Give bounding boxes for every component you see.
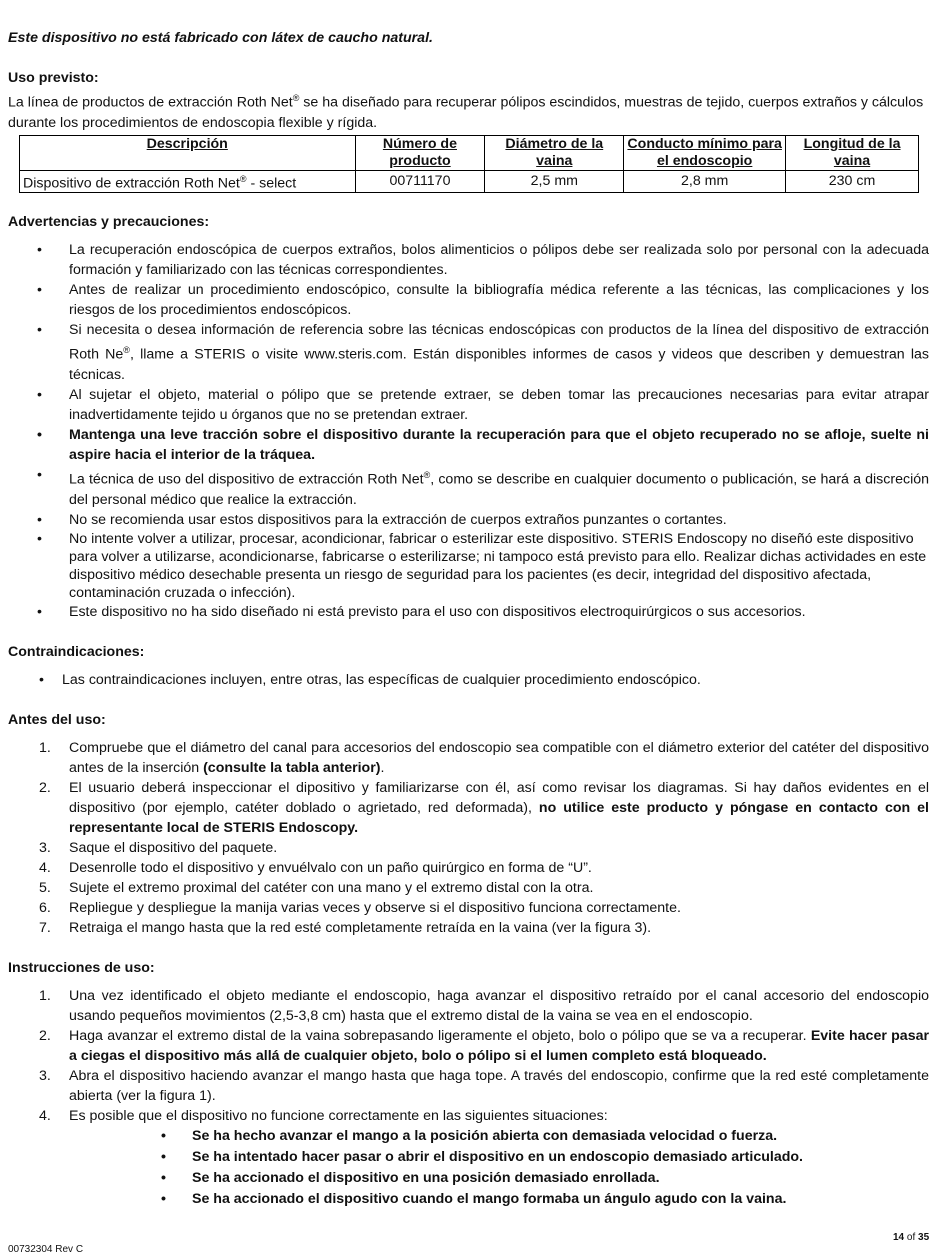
table-header: Diámetro de la vaina [485,135,624,170]
list-item: 4. Es posible que el dispositivo no funcione correctamente en las siguientes situaciones: • Se ha hecho avanzar el mango a la posición abierta con demasiada velocidad o fuerza. • Se ha intentado hacer pasar o abrir el dispositivo en un endoscopio demasiado articulado. • Se ha accionado el dispositivo en una posición demasiado enrollada. • Se ha accionado el dispositivo cuando el mango formaba un ángulo agudo con la vaina. [8,1106,929,1209]
warnings-list [8,240,929,621]
latex-note: Este dispositivo no está fabricado con látex de caucho natural. [8,30,433,46]
sub-list [69,1126,929,1209]
before-use-heading: Antes del uso: [8,711,106,728]
list-item: • No intente volver a utilizar, procesar, acondicionar, fabricar o esterilizar este dispositivo. STERIS Endoscopy no diseñó este dispositivo para volver a utilizarse, acondicionarse, fabricarse o esterilizarse; ni tampoco está previsto para ello. Realizar dichas actividades en este dispositivo médico desechable presenta un riesgo de seguridad para los pacientes (es decir, integridad del dispositivo afectada, contaminación cruzada o infección). [8,530,929,602]
table-header: Número de producto [355,135,485,170]
table-cell-sheath-diameter: 2,5 mm [485,170,624,193]
list-item: 1. Compruebe que el diámetro del canal para accesorios del endoscopio sea compatible con el diámetro exterior del catéter del dispositivo antes de la inserción (consulte la tabla anterior). [39,739,929,776]
list-item: 6. Repliegue y despliegue la manija varias veces y observe si el dispositivo funciona correctamente. [39,899,681,916]
sub-list-item: • Se ha intentado hacer pasar o abrir el dispositivo en un endoscopio demasiado articulado. [69,1147,929,1167]
list-item: • Al sujetar el objeto, material o pólipo que se pretende extraer, se deben tomar las precauciones necesarias para evitar atrapar inadvertidamente tejido u órganos que no se pretendan extraer. [8,385,929,425]
table-cell-min-channel: 2,8 mm [624,170,786,193]
sub-list-item: • Se ha accionado el dispositivo cuando el mango formaba un ángulo agudo con la vaina. [69,1189,929,1209]
list-item: 2. Haga avanzar el extremo distal de la vaina sobrepasando ligeramente el objeto, bolo o pólipo que se va a recuperar. Evite hacer pasar a ciegas el dispositivo más allá de cualquier objeto, bolo o pólipo si el lumen completo está bloqueado. [39,1027,929,1064]
intended-use-text: La línea de productos de extracción Roth Net® se ha diseñado para recuperar pólipos escindidos, muestras de tejido, cuerpos extraños y cálculos durante los procedimientos de endoscopia flexible y rígida. [8,93,924,131]
sub-list-item: • Se ha hecho avanzar el mango a la posición abierta con demasiada velocidad o fuerza. [69,1126,929,1146]
list-item: 2. El usuario deberá inspeccionar el dipositivo y familiarizarse con él, así como revisar los diagramas. Si hay daños evidentes en el dispositivo (por ejemplo, catéter doblado o agrietado, red deformada), no utilice este producto y póngase en contacto con el representante local de STERIS Endoscopy. [39,779,929,836]
contraindications-list [8,670,929,690]
doc-number: 00732304 Rev C [8,1244,84,1255]
list-item: 3. Abra el dispositivo haciendo avanzar el mango hasta que haga tope. A través del endoscopio, confirme que la red esté completamente abierta (ver la figura 1). [39,1067,929,1104]
list-item: • Si necesita o desea información de referencia sobre las técnicas endoscópicas con productos de la línea del dispositivo de extracción Roth Ne®, llame a STERIS o visite www.steris.com. Están disponibles informes de casos y videos que describen y demuestran las técnicas. [8,320,929,385]
table-cell-sheath-length: 230 cm [786,170,919,193]
table-header: Conducto mínimo para el endoscopio [624,135,786,170]
table-cell-product-number: 00711170 [355,170,485,193]
list-item: • Antes de realizar un procedimiento endoscópico, consulte la bibliografía médica referente a las técnicas, las complicaciones y los riesgos de los procedimientos endoscópicos. [8,280,929,320]
table-header-row [20,135,919,170]
instructions-heading: Instrucciones de uso: [8,959,155,976]
list-item: • La técnica de uso del dispositivo de extracción Roth Net®, como se describe en cualquier documento o publicación, se hará a discreción del personal médico que realice la extracción. [8,465,929,510]
contraindications-heading: Contraindicaciones: [8,643,145,660]
list-item: • No se recomienda usar estos dispositivos para la extracción de cuerpos extraños punzantes o cortantes. [8,510,929,530]
list-item: • Este dispositivo no ha sido diseñado ni está previsto para el uso con dispositivos electroquirúrgicos o sus accesorios. [8,602,929,622]
list-item: 4. Desenrolle todo el dispositivo y envuélvalo con un paño quirúrgico en forma de “U”. [39,859,592,876]
product-table [19,135,919,194]
warnings-heading: Advertencias y precauciones: [8,214,210,231]
intended-use-heading: Uso previsto: [8,70,99,86]
table-header: Longitud de la vaina [786,135,919,170]
table-row [20,170,919,193]
table-cell-description: Dispositivo de extracción Roth Net® - select [20,170,356,193]
page-number: 14 of 35 [893,1232,930,1243]
list-item: • La recuperación endoscópica de cuerpos extraños, bolos alimenticios o pólipos debe ser realizada solo por personal con la adecuada formación y familiarizado con las técnicas correspondientes. [8,240,929,280]
table-header: Descripción [20,135,356,170]
before-use-list [8,738,929,938]
list-item: 1. Una vez identificado el objeto mediante el endoscopio, haga avanzar el dispositivo retraído por el canal accesorio del endoscopio usando pequeños movimientos (2,5-3,8 cm) hasta que el extremo distal de la vaina se vea en el endoscopio. [39,987,929,1024]
document-page [8,28,929,1229]
sub-list-item: • Se ha accionado el dispositivo en una posición demasiado enrollada. [69,1168,929,1188]
instructions-list [8,986,929,1209]
list-item: 7. Retraiga el mango hasta que la red esté completamente retraída en la vaina (ver la figura 3). [39,919,652,936]
list-item: 3. Saque el dispositivo del paquete. [39,839,278,856]
list-item: • Las contraindicaciones incluyen, entre otras, las específicas de cualquier procedimiento endoscópico. [8,670,929,690]
list-item: 5. Sujete el extremo proximal del catéter con una mano y el extremo distal con la otra. [39,879,594,896]
list-item: • Mantenga una leve tracción sobre el dispositivo durante la recuperación para que el objeto recuperado no se afloje, suelte ni aspire hacia el interior de la tráquea. [8,425,929,465]
